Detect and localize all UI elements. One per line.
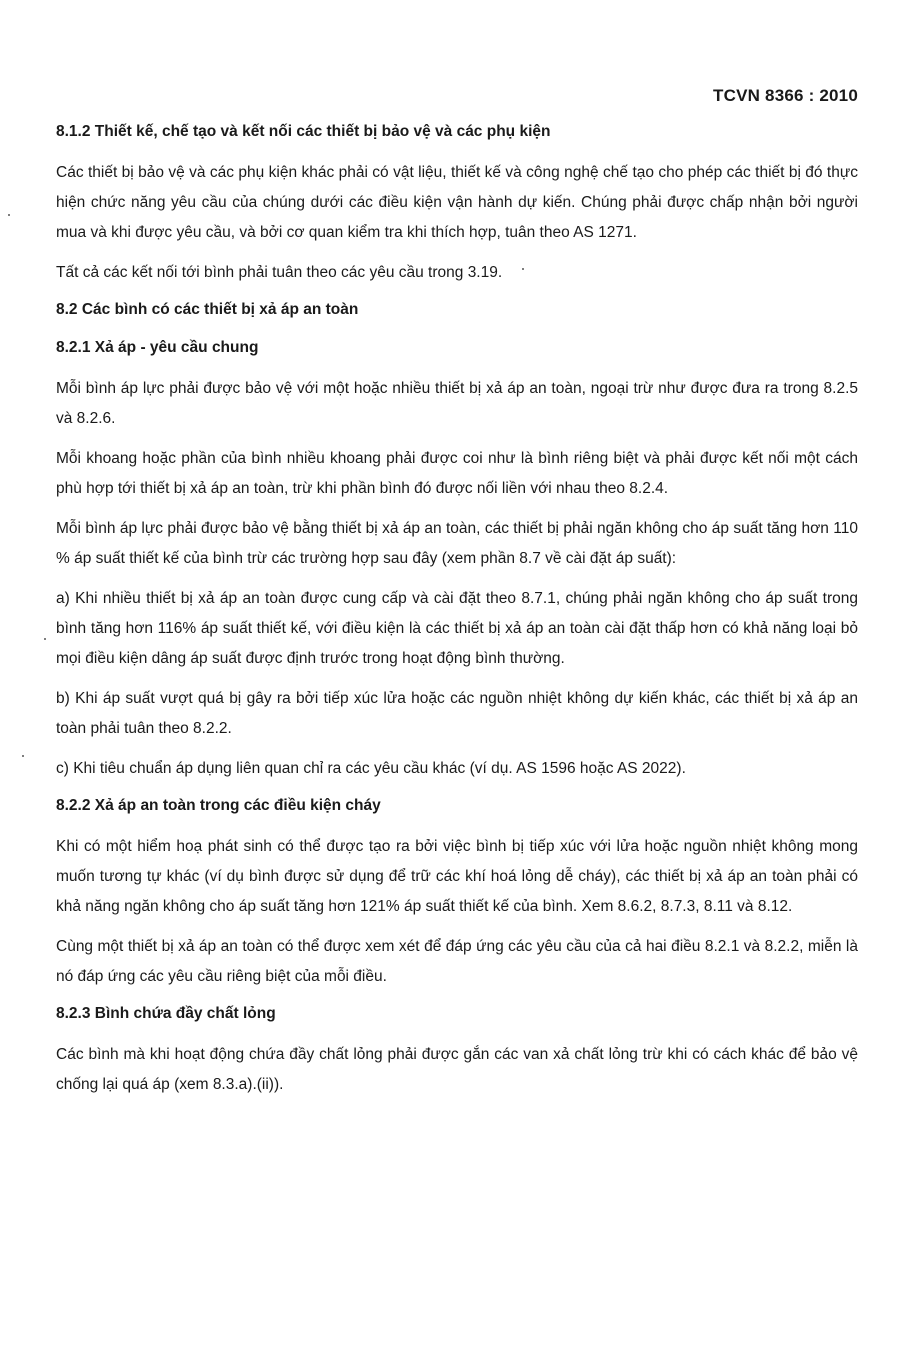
list-item-a: a) Khi nhiều thiết bị xả áp an toàn được cung cấp và cài đặt theo 8.7.1, chúng phải ngăn không cho áp suất trong bình tăng hơn 116% áp suất thiết kế, với điều kiện là các thiết bị xả áp an toàn cài đặt thấp hơn có khả năng loại bỏ mọi điều kiện dâng áp suất được định trước trong hoạt động bình thường. [56, 590, 858, 667]
heading-8-2-1: 8.2.1 Xả áp - yêu cầu chung [56, 339, 259, 356]
scan-speck [8, 214, 10, 216]
paragraph: Mỗi khoang hoặc phần của bình nhiều khoang phải được coi như là bình riêng biệt và phải được kết nối một cách phù hợp tới thiết bị xả áp an toàn, trừ khi phần bình đó được nối liền với nhau theo 8.2.4. [56, 450, 858, 497]
paragraph: Cùng một thiết bị xả áp an toàn có thể được xem xét để đáp ứng các yêu cầu của cả hai điều 8.2.1 và 8.2.2, miễn là nó đáp ứng các yêu cầu riêng biệt của mỗi điều. [56, 938, 858, 985]
heading-8-1-2: 8.1.2 Thiết kế, chế tạo và kết nối các thiết bị bảo vệ và các phụ kiện [56, 123, 551, 140]
heading-8-2-3: 8.2.3 Bình chứa đầy chất lỏng [56, 1005, 276, 1022]
paragraph: Khi có một hiểm hoạ phát sinh có thể được tạo ra bởi việc bình bị tiếp xúc với lửa hoặc nguồn nhiệt không mong muốn tương tự khác (ví dụ bình được sử dụng để trữ các khí hoá lỏng dễ cháy), các thiết bị xả áp an toàn phải có khả năng ngăn không cho áp suất tăng hơn 121% áp suất thiết kế của bình. Xem 8.6.2, 8.7.3, 8.11 và 8.12. [56, 838, 858, 915]
standard-code: TCVN 8366 : 2010 [713, 86, 858, 105]
paragraph: Tất cả các kết nối tới bình phải tuân theo các yêu cầu trong 3.19. [56, 264, 503, 281]
paragraph: Các thiết bị bảo vệ và các phụ kiện khác phải có vật liệu, thiết kế và công nghệ chế tạo cho phép các thiết bị đó thực hiện chức năng yêu cầu của chúng dưới các điều kiện vận hành dự kiến. Chúng phải được chấp nhận bởi người mua và khi được yêu cầu, và bởi cơ quan kiểm tra khi thích hợp, tuân theo AS 1271. [56, 164, 858, 241]
paragraph: Mỗi bình áp lực phải được bảo vệ với một hoặc nhiều thiết bị xả áp an toàn, ngoại trừ như được đưa ra trong 8.2.5 và 8.2.6. [56, 380, 858, 427]
list-item-c: c) Khi tiêu chuẩn áp dụng liên quan chỉ ra các yêu cầu khác (ví dụ. AS 1596 hoặc AS 2022). [56, 760, 686, 777]
scan-speck [522, 268, 524, 270]
scan-speck [22, 755, 24, 757]
paragraph: Mỗi bình áp lực phải được bảo vệ bằng thiết bị xả áp an toàn, các thiết bị phải ngăn không cho áp suất tăng hơn 110 % áp suất thiết kế của bình trừ các trường hợp sau đây (xem phần 8.7 về cài đặt áp suất): [56, 520, 858, 567]
scan-speck [44, 638, 46, 640]
list-item-b: b) Khi áp suất vượt quá bị gây ra bởi tiếp xúc lửa hoặc các nguồn nhiệt không dự kiến khác, các thiết bị xả áp an toàn phải tuân theo 8.2.2. [56, 690, 858, 737]
paragraph: Các bình mà khi hoạt động chứa đầy chất lỏng phải được gắn các van xả chất lỏng trừ khi có cách khác để bảo vệ chống lại quá áp (xem 8.3.a).(ii)). [56, 1046, 858, 1093]
heading-8-2-2: 8.2.2 Xả áp an toàn trong các điều kiện cháy [56, 797, 381, 814]
heading-8-2: 8.2 Các bình có các thiết bị xả áp an toàn [56, 301, 359, 318]
document-body [56, 120, 858, 1110]
